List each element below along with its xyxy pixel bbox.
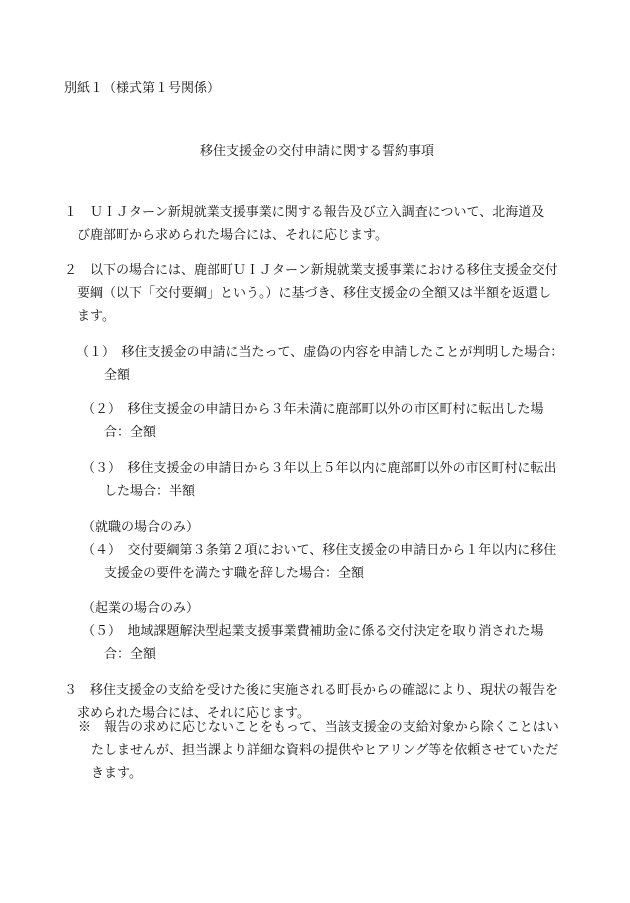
pledge-item-1: [64, 201, 544, 247]
pledge-item-2-line-3: ます。: [77, 309, 115, 324]
attachment-label: 別紙１（様式第１号関係）: [64, 81, 221, 96]
condition-item-4-line-2: 支援金の要件を満たす職を辞した場合：全額: [104, 566, 365, 581]
document-title: 移住支援金の交付申請に関する誓約事項: [199, 144, 434, 159]
remark-note-line-1: ※ 報告の求めに応じないことをもって、当該支援金の支給対象から除くことはい: [78, 720, 559, 735]
condition-item-2-line-2: 合：全額: [104, 425, 157, 440]
condition-item-5: [82, 620, 544, 666]
employment-only-label: （就職の場合のみ）: [82, 520, 200, 535]
pledge-item-3-line-1: ３ 移住支援金の支給を受けた後に実施される町長からの確認により、現状の報告を: [64, 683, 559, 698]
pledge-item-2-line-2: 要綱（以下「交付要綱」という。）に基づき、移住支援金の全額又は半額を返還し: [77, 286, 551, 301]
condition-item-4: [82, 539, 556, 585]
pledge-item-1-line-1: １ ＵＩＪターン新規就業支援事業に関する報告及び立入調査について、北海道及: [64, 205, 545, 220]
remark-note-line-3: きます。: [91, 766, 142, 781]
condition-item-5-line-1: （５） 地域課題解決型起業支援事業費補助金に係る交付決定を取り消された場: [82, 624, 544, 639]
pledge-item-3-line-2: 求められた場合には、それに応じます。: [77, 706, 310, 721]
remark-note: [78, 716, 559, 785]
remark-note-line-2: たしませんが、担当課より詳細な資料の提供やヒアリング等を依頼させていただ: [91, 743, 559, 758]
startup-only-label: （起業の場合のみ）: [82, 601, 200, 616]
condition-item-2: [82, 398, 544, 444]
pledge-item-2-line-1: ２ 以下の場合には、鹿部町ＵＩＪターン新規就業支援事業における移住支援金交付: [64, 263, 558, 278]
condition-item-2-line-1: （２） 移住支援金の申請日から３年未満に鹿部町以外の市区町村に転出した場: [82, 402, 544, 417]
condition-item-1-line-2: 全額: [104, 368, 131, 383]
condition-item-3-line-1: （３） 移住支援金の申請日から３年以上５年以内に鹿部町以外の市区町村に転出: [82, 461, 557, 476]
condition-item-1-line-1: （１） 移住支援金の申請に当たって、虚偽の内容を申請したことが判明した場合：: [76, 345, 564, 360]
pledge-item-2: [64, 259, 558, 328]
condition-item-3: [82, 457, 557, 503]
condition-item-4-line-1: （４） 交付要綱第３条第２項において、移住支援金の申請日から１年以内に移住: [82, 543, 557, 558]
condition-item-1: [76, 341, 563, 387]
condition-item-3-line-2: した場合：半額: [104, 484, 196, 499]
pledge-item-1-line-2: び鹿部町から求められた場合には、それに応じます。: [77, 228, 388, 243]
condition-item-5-line-2: 合：全額: [104, 647, 157, 662]
